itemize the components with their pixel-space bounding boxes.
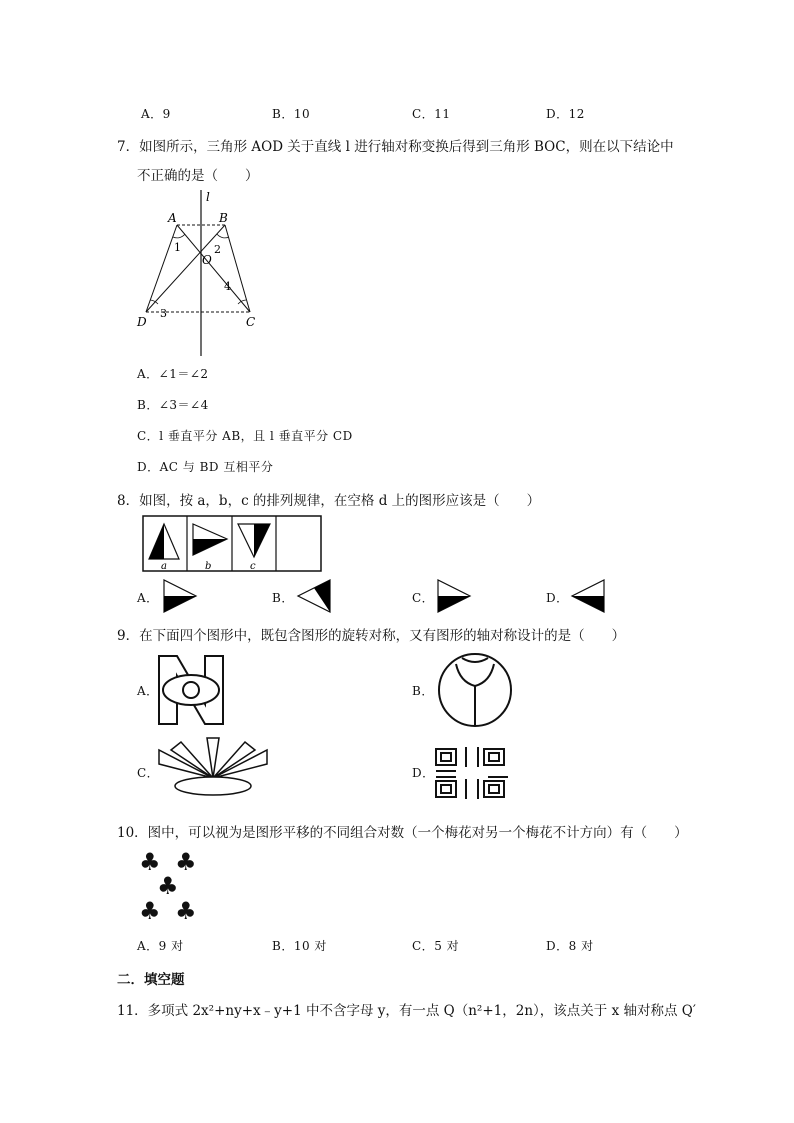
q9-option-c-figure: [157, 736, 273, 798]
cell-a-triangle: [149, 524, 179, 559]
q8-option-d-shape: [570, 578, 606, 614]
cell-a-label: a: [161, 561, 167, 572]
label-d: D: [137, 315, 147, 329]
q7-option-c[interactable]: C．l 垂直平分 AB，且 l 垂直平分 CD: [137, 429, 353, 443]
label-o: O: [202, 253, 212, 267]
angle-2-arc: [217, 234, 229, 238]
q10-option-d[interactable]: D．8 对: [546, 939, 594, 953]
club-icon: ♣: [139, 848, 161, 876]
label-4: 4: [224, 280, 231, 293]
label-1: 1: [174, 241, 181, 254]
q6-option-b[interactable]: B．10: [272, 107, 311, 121]
q8-option-c[interactable]: C．: [412, 591, 435, 605]
label-a: A: [168, 211, 177, 225]
q10-stem: 10．图中，可以视为是图形平移的不同组合对数（一个梅花对另一个梅花不计方向）有（ ）: [117, 825, 688, 841]
q7-option-a[interactable]: A．∠1＝∠2: [137, 367, 209, 381]
cell-b-triangle: [193, 524, 227, 555]
club-icon: ♣: [175, 848, 197, 876]
q7-figure: [128, 186, 278, 358]
q8-option-c-shape: [436, 578, 472, 614]
q8-option-a[interactable]: A．: [137, 591, 159, 605]
cell-c-label: c: [250, 561, 256, 572]
q9-stem: 9．在下面四个图形中，既包含图形的旋转对称，又有图形的轴对称设计的是（ ）: [117, 628, 626, 644]
q6-option-d[interactable]: D．12: [546, 107, 585, 121]
q11-stem: 11．多项式 2x²+ny+x﹣y+1 中不含字母 y，有一点 Q（n²+1，2n），该点关于 x 轴对称点 Q′: [117, 1003, 696, 1019]
q10-option-a[interactable]: A．9 对: [137, 939, 184, 953]
q8-option-b-shape: [296, 578, 332, 614]
label-b: B: [219, 211, 228, 225]
q6-option-c[interactable]: C．11: [412, 107, 451, 121]
q9-option-b-figure: [432, 652, 518, 728]
q10-option-c[interactable]: C．5 对: [412, 939, 460, 953]
q9-option-a-figure: [157, 654, 227, 726]
label-c: C: [246, 315, 256, 329]
label-2: 2: [214, 243, 221, 256]
club-icon: ♣: [157, 872, 179, 900]
q8-option-d[interactable]: D．: [546, 591, 569, 605]
q8-pattern-strip: [142, 515, 322, 572]
q7-stem-line1: 7．如图所示，三角形 AOD 关于直线 l 进行轴对称变换后得到三角形 BOC，则在以下结论中: [117, 139, 674, 155]
q9-option-a[interactable]: A．: [137, 684, 159, 698]
q8-option-a-shape: [162, 578, 198, 614]
cell-b-label: b: [205, 561, 212, 572]
q9-option-d[interactable]: D．: [412, 766, 435, 780]
q10-option-b[interactable]: B．10 对: [272, 939, 327, 953]
cell-c-triangle: [238, 524, 270, 557]
club-icon: ♣: [139, 897, 161, 925]
q7-option-b[interactable]: B．∠3＝∠4: [137, 398, 209, 412]
q7-stem-line2: 不正确的是（ ）: [137, 168, 259, 184]
q9-option-d-figure: [432, 743, 512, 801]
club-icon: ♣: [175, 897, 197, 925]
segment-ad: [146, 225, 177, 312]
segment-bc: [225, 225, 250, 312]
q8-stem: 8．如图，按 a，b，c 的排列规律，在空格 d 上的图形应该是（ ）: [117, 493, 541, 509]
q9-option-c[interactable]: C．: [137, 766, 160, 780]
q7-option-d[interactable]: D．AC 与 BD 互相平分: [137, 460, 274, 474]
label-3: 3: [160, 307, 167, 320]
angle-1-arc: [173, 234, 185, 238]
q8-option-b[interactable]: B．: [272, 591, 294, 605]
label-l: l: [206, 190, 210, 204]
q9-option-b[interactable]: B．: [412, 684, 434, 698]
q6-option-a[interactable]: A．9: [141, 107, 171, 121]
section-title: 二．填空题: [117, 972, 185, 988]
